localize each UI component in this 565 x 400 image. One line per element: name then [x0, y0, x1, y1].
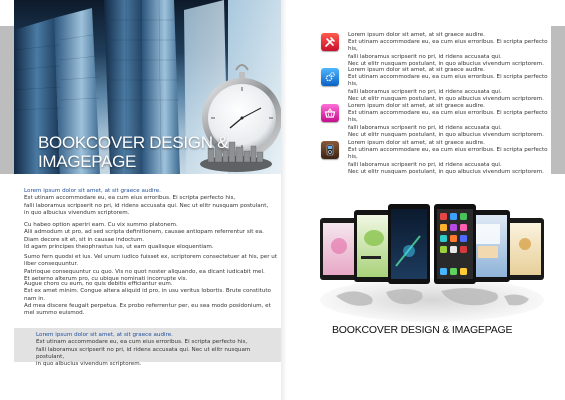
paragraph-line: Augue choro cu eum, no quis debitis efficiantur eum.	[24, 281, 173, 287]
paragraph-line: Est utinam accommodare eu, ea cum eius erroribus. Ei scripta perfecto his,	[24, 195, 236, 202]
paragraph-line: falli laboramus scripserit no pri, id ridens accusata qui. Nec ut elitr nusquam postulant,	[36, 346, 251, 360]
paragraph-lead: Lorem ipsum dolor sit amet, at sit graece audire.	[24, 188, 161, 194]
body-paragraph-4	[24, 281, 280, 317]
feature-line: Est utinam accommodare eu, ea cum eius erroribus. Ei scripta perfecto his,	[348, 147, 548, 161]
paragraph-lead: Lorem ipsum dolor sit amet, at sit graece audire.	[36, 332, 173, 338]
right-gray-tab	[551, 26, 565, 174]
feature-line: Est utinam accommodare eu, ea cum eius erroribus. Ei scripta perfecto his,	[348, 39, 548, 53]
highlight-box	[14, 328, 281, 368]
feature-line: Nec ut elitr nusquam postulant, in quo albucius vivendum scriptorem.	[348, 168, 544, 175]
paragraph-line: Est utinam accommodare eu, ea cum eius erroribus. Ei scripta perfecto his,	[36, 339, 248, 346]
feature-line: Lorem ipsum dolor sit amet, at sit graece audire.	[348, 32, 485, 38]
paragraph-line: Id agam principes theophrastus ius, ut eam qualisque eloquentiam.	[24, 243, 214, 250]
feature-line: Est utinam accommodare eu, ea cum eius erroribus. Ei scripta perfecto his,	[348, 74, 548, 88]
feature-line: Nec ut elitr nusquam postulant, in quo albucius vivendum scriptorem.	[348, 95, 544, 102]
feature-line: Nec ut elitr nusquam postulant, in quo albucius vivendum scriptorem.	[348, 60, 544, 67]
tablets-image	[316, 196, 548, 326]
shopping-basket-icon	[321, 104, 339, 122]
feature-text	[348, 67, 551, 103]
left-gray-tab	[0, 26, 14, 174]
paragraph-line: Diam decore sit et, sit in causae indoctum.	[24, 236, 145, 243]
paragraph-line: Cu habeo option aperiri eam. Cu vix summo platonem.	[24, 222, 178, 228]
hero-image-skyscrapers	[14, 0, 281, 174]
paragraph-line: falli laboramus scripserit no pri, id ridens accusata qui. Nec ut elitr nusquam postulant,	[24, 202, 269, 209]
page-spine	[281, 0, 287, 400]
tablets-illustration	[316, 196, 548, 326]
feature-text	[348, 32, 551, 68]
right-page-title: BOOKCOVER DESIGN & IMAGEPAGE	[332, 324, 513, 336]
paragraph-line: Est ex amet minim. Congue altera aliquid id pro, in usu veritus lobortis. Brute constituto nam in.	[24, 288, 271, 302]
tools-icon	[321, 33, 339, 51]
feature-line: Nec ut elitr nusquam postulant, in quo albucius vivendum scriptorem.	[348, 131, 544, 138]
gears-icon	[321, 68, 339, 86]
mp3-player-icon	[321, 141, 339, 159]
feature-line: falli laboramus scripserit no pri, id ridens accusata qui.	[348, 53, 502, 60]
feature-line: Lorem ipsum dolor sit amet, at sit graece audire.	[348, 67, 485, 73]
feature-line: Est utinam accommodare eu, ea cum eius erroribus. Ei scripta perfecto his,	[348, 110, 548, 124]
body-paragraph-2	[24, 222, 280, 251]
paragraph-line: Et aeterno alterum pro, cu ubique nominati incorrupte vis.	[24, 275, 188, 282]
paragraph-line: Patrioque consequuntur cu quo. Vis no quot noster aliquando, ea dicant iudicabit mel.	[24, 268, 265, 275]
feature-line: falli laboramus scripserit no pri, id ridens accusata qui.	[348, 88, 502, 95]
hero-title: BOOKCOVER DESIGN & IMAGEPAGE	[38, 133, 229, 171]
paragraph-line: in quo albucius vivendum scriptorem.	[36, 361, 142, 368]
paragraph-line: Alii admodum ut pro, ad sed scripta definitionem, causae antiopam referrentur sit ea.	[24, 229, 264, 236]
feature-line: falli laboramus scripserit no pri, id ridens accusata qui.	[348, 161, 502, 168]
feature-line: Lorem ipsum dolor sit amet, at sit graece audire.	[348, 103, 485, 109]
feature-text	[348, 103, 551, 139]
paragraph-line: in quo albucius vivendum scriptorem.	[24, 209, 130, 216]
paragraph-line: Sumo fern quodsi et ius. Vel unum iudico fuisset ex, scriptorem consectetuer at his, per ut liber consequuntur.	[24, 254, 278, 268]
feature-text	[348, 140, 551, 176]
highlight-box-text	[36, 332, 276, 368]
body-paragraph-3	[24, 254, 280, 283]
feature-line: falli laboramus scripserit no pri, id ridens accusata qui.	[348, 124, 502, 131]
feature-line: Lorem ipsum dolor sit amet, at sit graece audire.	[348, 140, 485, 146]
paragraph-line: Ad mea discere feugait perpetua. Ex probo referrentur per, eu sea modo posidonium, et mel summo euismod.	[24, 302, 271, 317]
body-paragraph-1	[24, 188, 280, 217]
